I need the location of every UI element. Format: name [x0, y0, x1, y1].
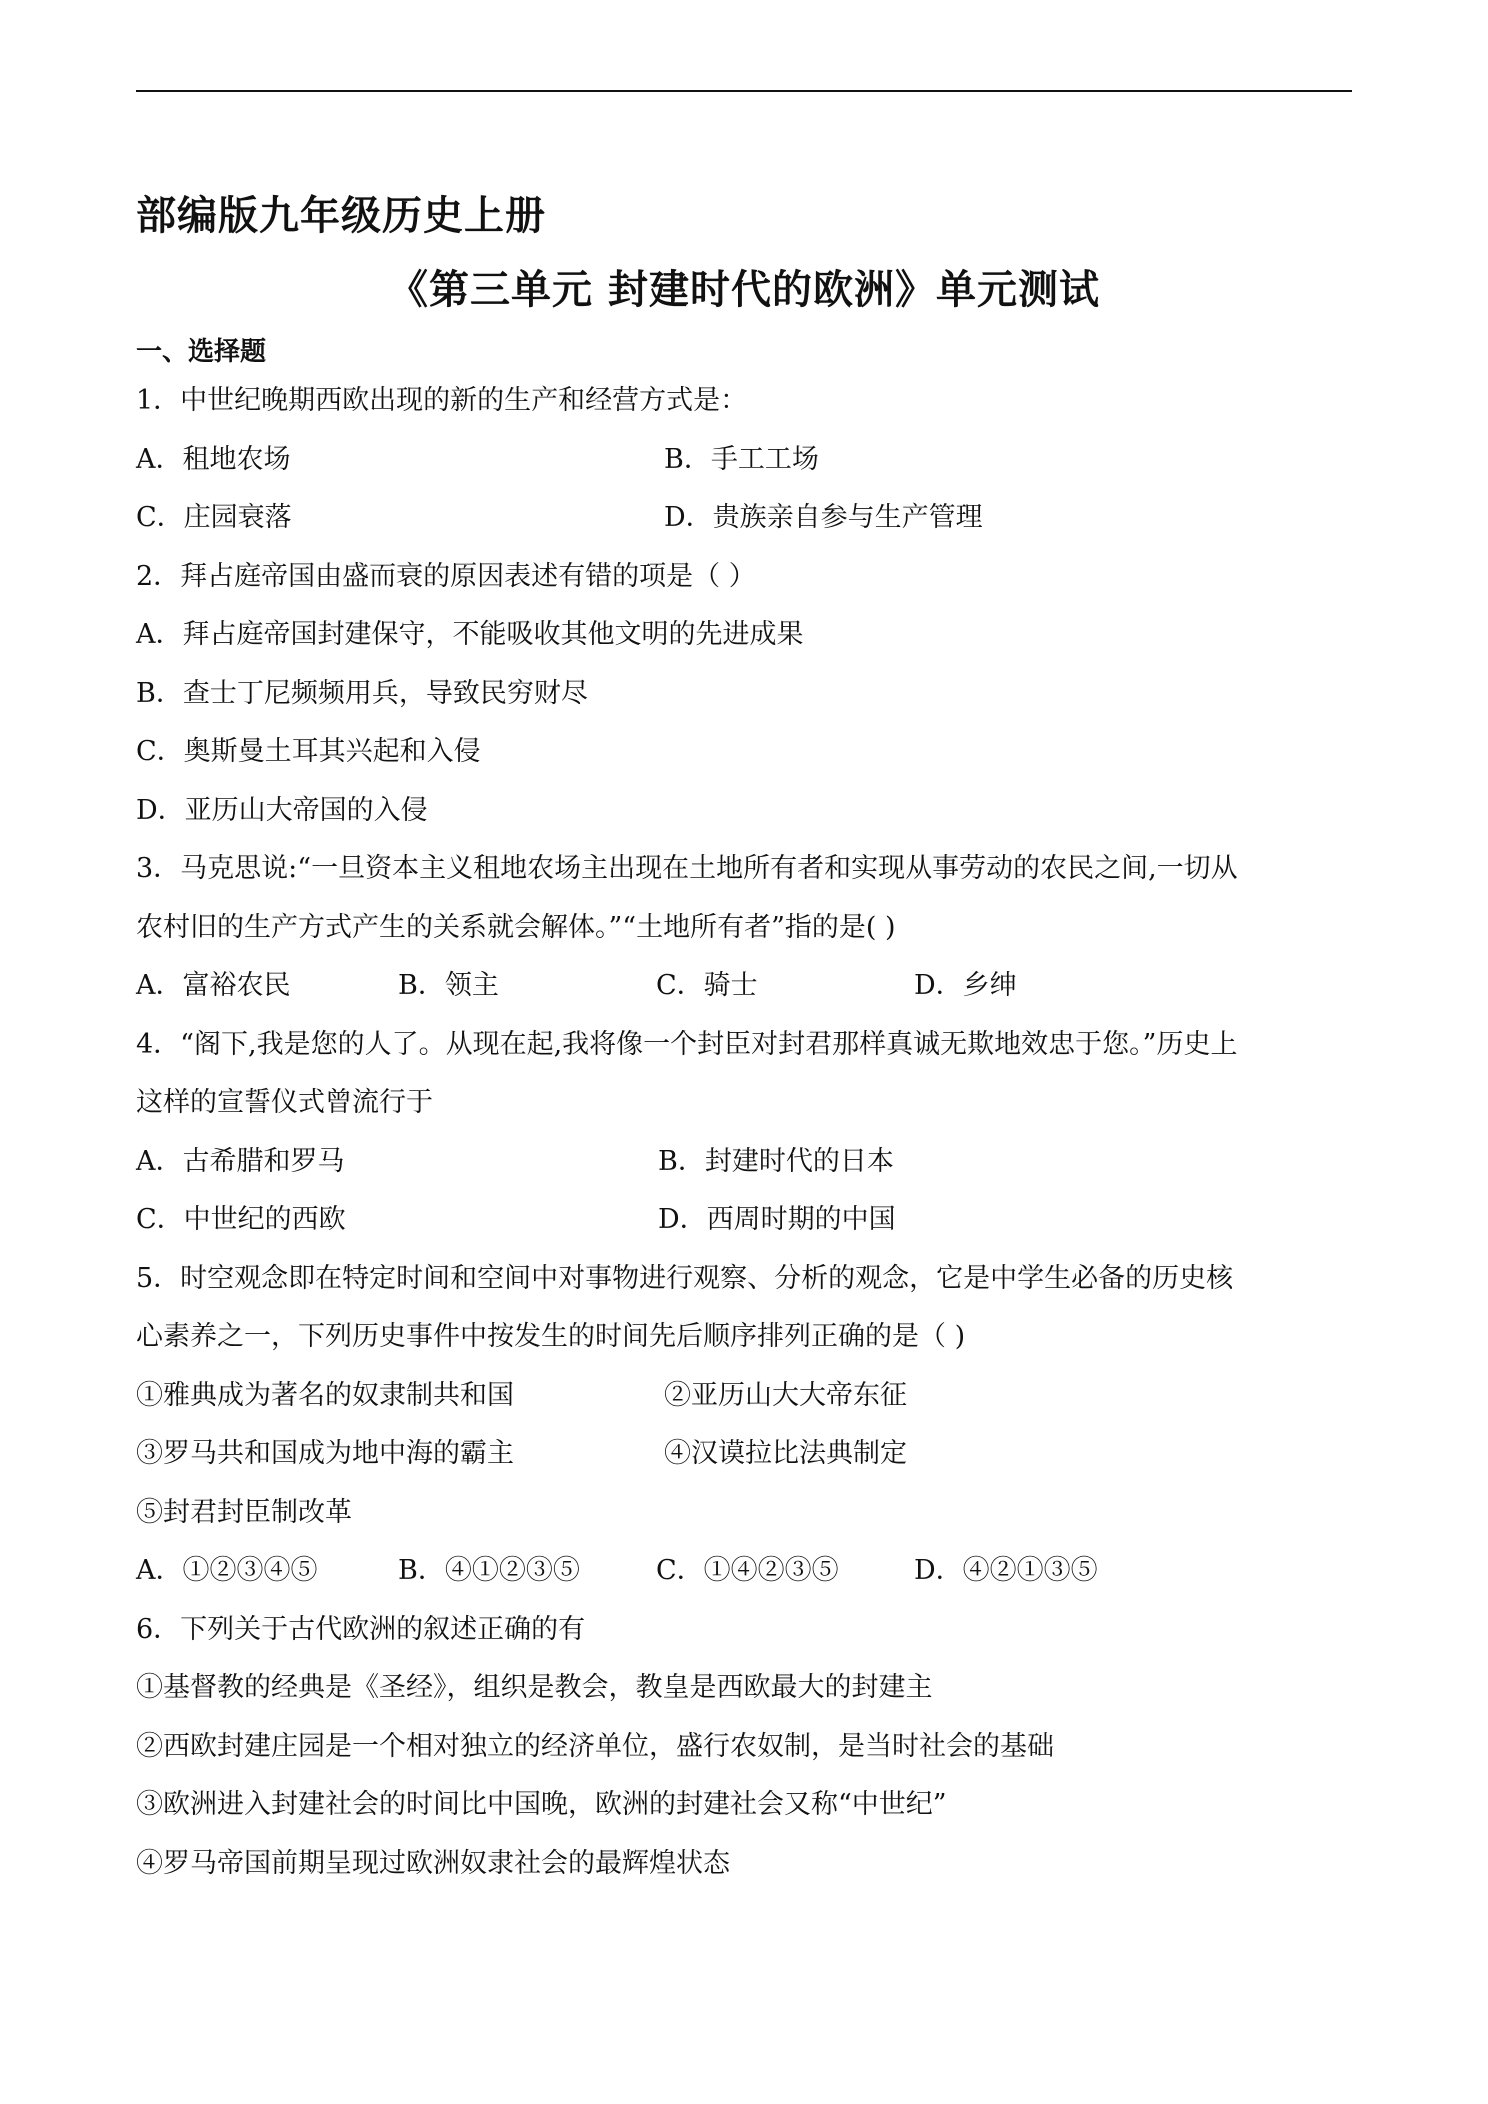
option-d: D．④②①③⑤ — [914, 1555, 1098, 1586]
options-row — [136, 957, 1352, 1016]
option-c: C．奥斯曼土耳其兴起和入侵 — [136, 736, 481, 767]
question-stem: 6．下列关于古代欧洲的叙述正确的有 — [136, 1613, 586, 1645]
question-stem-line: 这样的宣誓仪式曾流行于 — [136, 1087, 433, 1118]
question-3 — [136, 840, 1352, 1016]
options-row — [136, 431, 1352, 490]
statement-1: ①雅典成为著名的奴隶制共和国 — [136, 1379, 514, 1411]
question-stem-line: 农村旧的生产方式产生的关系就会解体。”“土地所有者”指的是( ) — [136, 911, 896, 943]
statements-row — [136, 1425, 1352, 1484]
statement-3: ③欧洲进入封建社会的时间比中国晚，欧洲的封建社会又称“中世纪” — [136, 1789, 947, 1820]
option-c: C．①④②③⑤ — [656, 1555, 839, 1586]
option-c: C．庄园衰落 — [136, 502, 292, 533]
section-heading: 一、选择题 — [136, 337, 267, 367]
option-d: D．西周时期的中国 — [658, 1204, 896, 1235]
document-subtitle: 《第三单元 封建时代的欧洲》单元测试 — [388, 267, 1100, 313]
statement-4: ④罗马帝国前期呈现过欧洲奴隶社会的最辉煌状态 — [136, 1847, 730, 1879]
options-row — [136, 1133, 1352, 1192]
question-stem-line: 5．时空观念即在特定时间和空间中对事物进行观察、分析的观念，它是中学生必备的历史核 — [136, 1262, 1234, 1294]
question-stem-line: 心素养之一，下列历史事件中按发生的时间先后顺序排列正确的是（ ) — [136, 1321, 966, 1352]
question-stem-line: 4．“阁下,我是您的人了。从现在起,我将像一个封臣对封君那样真诚无欺地效忠于您。”历史上 — [136, 1028, 1238, 1060]
option-a: A．古希腊和罗马 — [136, 1145, 345, 1177]
question-4 — [136, 1016, 1352, 1250]
option-b: B．④①②③⑤ — [398, 1555, 580, 1586]
document-body — [136, 188, 1352, 1893]
options-row — [136, 1191, 1352, 1250]
question-6 — [136, 1601, 1352, 1894]
document-title: 部编版九年级历史上册 — [136, 193, 546, 239]
option-b: B．手工工场 — [664, 443, 819, 475]
option-c: C．骑士 — [656, 970, 758, 1001]
option-b: B．查士丁尼频频用兵，导致民穷财尽 — [136, 677, 588, 709]
question-5 — [136, 1250, 1352, 1601]
question-stem-line: 3．马克思说:“一旦资本主义租地农场主出现在土地所有者和实现从事劳动的农民之间,一切从 — [136, 853, 1238, 884]
statement-3: ③罗马共和国成为地中海的霸主 — [136, 1438, 514, 1469]
option-a: A．拜占庭帝国封建保守，不能吸收其他文明的先进成果 — [136, 619, 804, 650]
option-b: B．封建时代的日本 — [658, 1145, 894, 1177]
option-d: D．贵族亲自参与生产管理 — [664, 502, 983, 533]
option-b: B．领主 — [398, 970, 499, 1001]
statement-4: ④汉谟拉比法典制定 — [664, 1438, 907, 1469]
question-stem: 1．中世纪晚期西欧出现的新的生产和经营方式是： — [136, 385, 748, 416]
statement-2: ②亚历山大大帝东征 — [664, 1379, 907, 1411]
question-1 — [136, 372, 1352, 548]
options-row — [136, 489, 1352, 548]
question-stem: 2．拜占庭帝国由盛而衰的原因表述有错的项是（ ） — [136, 560, 756, 592]
statement-2: ②西欧封建庄园是一个相对独立的经济单位，盛行农奴制，是当时社会的基础 — [136, 1730, 1054, 1762]
statement-5: ⑤封君封臣制改革 — [136, 1496, 352, 1528]
question-2 — [136, 548, 1352, 841]
option-a: A．①②③④⑤ — [136, 1555, 318, 1586]
option-a: A．富裕农民 — [136, 970, 291, 1001]
header-rule — [136, 90, 1352, 92]
options-row — [136, 1542, 1352, 1601]
statement-1: ①基督教的经典是《圣经》，组织是教会，教皇是西欧最大的封建主 — [136, 1672, 933, 1703]
option-c: C．中世纪的西欧 — [136, 1204, 346, 1235]
statements-row — [136, 1367, 1352, 1426]
option-d: D．亚历山大帝国的入侵 — [136, 794, 428, 826]
option-a: A．租地农场 — [136, 443, 291, 475]
option-d: D．乡绅 — [914, 970, 1017, 1001]
